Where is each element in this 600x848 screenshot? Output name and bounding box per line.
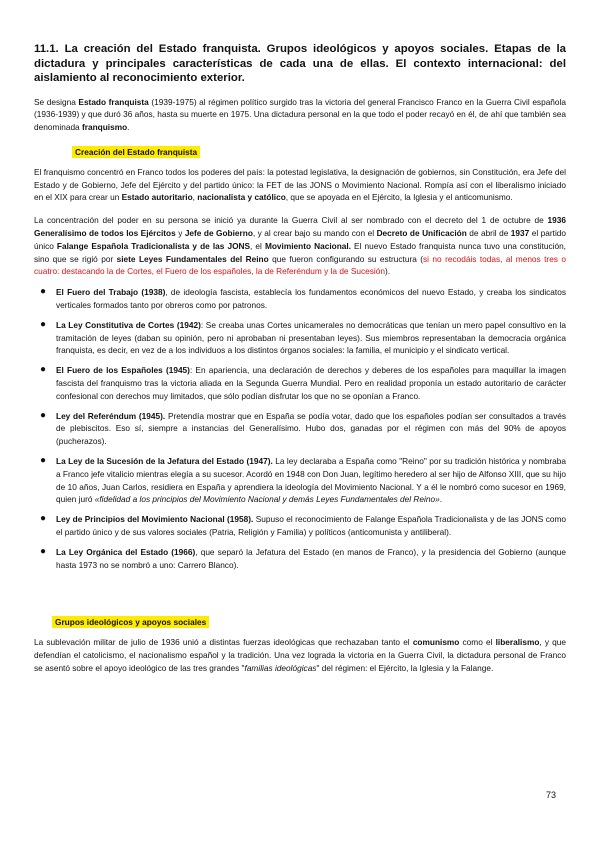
list-item-ley-cortes [34,319,566,357]
law-year: (1947). [246,456,273,467]
text-run: , que se apoyada en el Ejército, la Iglesia y el anticomunismo. [285,192,513,203]
bold-run: Estado franquista [78,96,149,107]
bullet-icon: ● [40,513,47,525]
section-heading-creacion: Creación del Estado franquista [72,146,200,158]
law-text: Supuso el reconocimiento de Falange Española Tradicionalista y de las JONS como el partido único y de sus valores sociales (Patria, Religión y Familia) y políticos (anticomunista y antiliberal). [56,514,567,538]
document-page [34,42,566,675]
paragraph-concentracion [34,214,566,278]
bullet-icon: ● [40,364,47,376]
list-item-fuero-espanoles [34,364,566,402]
bullet-icon: ● [40,455,47,467]
italic-run: familias ideológicas [244,663,317,673]
law-name: Ley de Principios del Movimiento Nacional [56,514,225,525]
law-year: (1958). [227,514,254,525]
law-quote: «fidelidad a los principios del Movimiento Nacional y demás Leyes Fundamentales del Reino» [94,494,440,505]
bullet-icon: ● [40,545,47,557]
bold-run: 1936 Generalísimo de todos los Ejércitos [34,215,566,239]
law-text: , de ideología fascista, establecía los fundamentos económicos del nuevo Estado, y creaba los sindicatos verticales formados tanto por obreros como por patronos. [56,287,566,311]
bold-run: Falange Española Tradicionalista y de las JONS [56,240,251,251]
law-year: (1938) [141,287,166,298]
text-run: El nuevo Estado franquista nunca tuvo una constitución, sino que se rigió por [34,240,566,264]
law-year: (1945). [138,410,166,421]
bold-run: liberalismo [495,637,540,648]
text-run: ). [385,266,391,277]
bullet-icon: ● [40,409,47,421]
text-run: , el [250,240,265,251]
text-run: El franquismo concentró en Franco todos los poderes del país: la potestad legislativa, la designación de gobiernos, sin Constitución, era Jefe del Estado y de Gobierno, Jefe del Ejército y del partido único: la FET de las JONS o Movimiento Nacional. Rompía así con el liberalismo iniciado en el XIX para crear un [34,166,566,203]
bold-run: Jefe de Gobierno [184,228,253,239]
page-number: 73 [545,790,556,800]
law-text: , que separó la Jefatura del Estado (en manos de Franco), y la presidencia del Gobierno (aunque hasta 1973 no se nombró a uno: Carrero Blanco). [56,546,566,570]
bold-run: siete Leyes Fundamentales del Reino [116,253,269,264]
bold-run: Decreto de Unificación [376,228,467,239]
paragraph-sublevacion [34,636,566,674]
laws-list [34,286,566,571]
law-name: El Fuero del Trabajo [56,287,139,298]
law-name: La Ley de la Sucesión de la Jefatura del Estado [56,456,245,467]
list-item-ley-sucesion [34,455,566,506]
law-year: (1966) [171,546,196,557]
law-name: La Ley Constitutiva de Cortes [56,319,175,330]
text-run: de abril de [466,228,511,239]
law-text: Pretendía mostrar que en España se podía votar, dado que los españoles podían ser consultados a través de plebiscitos. Eso sí, siempre a instancias del Generalísimo. Hubo dos, ganadas por el régimen con más del 90% de apoyos (pucherazos). [56,410,566,447]
text-run: " del régimen: el Ejército, la Iglesia y la Falange. [316,663,494,673]
text-run: que fueron configurando su estructura ( [268,253,424,264]
paragraph-poderes [34,166,566,204]
text-run: como el [459,637,496,648]
bold-run: 1937 [510,228,530,239]
law-text: . [439,494,443,505]
list-item-ley-referendum [34,410,566,448]
law-name: La Ley Orgánica del Estado [56,546,169,557]
bold-run: comunismo [412,637,460,648]
text-run: . [127,122,130,133]
law-text: La ley declaraba a España como "Reino" por su tradición histórica y nombraba a Franco jefe vitalicio mientras elegía a su sucesor. Acordó en 1948 con Don Juan, legítimo heredero al ser hijo de Alfonso XIII, que su hijo de 10 años, Juan Carlos, residiera en España y aprendiera la ideología del Movimiento Nacional. Y a él le nombró como sucesor en 1969, quien juró [56,456,566,505]
list-item-ley-organica [34,546,566,572]
text-run: , y que defendían el catolicismo, el nacionalismo español y la tradición. Una vez lograda la victoria en la Guerra Civil, la dictadura personal de Franco se asentó sobre el apoyo ideológico de las tres grandes " [34,637,566,673]
document-title: 11.1. La creación del Estado franquista. Grupos ideológicos y apoyos sociales. Etapas de la dictadura y principales características de cada una de ellas. El contexto internacional: del aislamiento al reconocimiento exterior. [34,43,566,84]
text-run: (1939-1975) al régimen político surgido tras la victoria del general Francisco Franco en la Guerra Civil española (1936-1939) y que duró 36 años, hasta su muerte en 1975. Una dictadura personal en la que todo el poder recayó en él, de ahí que también sea denominada [34,96,566,133]
red-note: si no recodáis todas, al menos tres o cuatro: destacando la de Cortes, el Fuero de los españoles, la de Referéndum y la de Sucesión [34,253,566,277]
section-heading-grupos: Grupos ideológicos y apoyos sociales [52,616,209,628]
text-run: y [175,228,185,239]
text-run: Se designa [34,96,79,107]
bold-run: nacionalista y católico [197,192,286,203]
bullet-icon: ● [40,286,47,298]
text-run: La concentración del poder en su persona se inició ya durante la Guerra Civil al ser nombrado con el decreto del 1 de octubre de [34,215,548,226]
bold-run: franquismo [81,122,128,133]
text-run: La sublevación militar de julio de 1936 unió a distintas fuerzas ideológicas que rechazaban tanto el [34,637,413,648]
law-year: (1942) [176,319,201,330]
law-year: (1945) [165,365,190,376]
intro-paragraph [34,96,566,134]
bold-run: Estado autoritario [121,192,193,203]
law-name: El Fuero de los Españoles [56,365,163,376]
text-run: el partido único [34,228,567,251]
text-run: , y al crear bajo su mando con el [252,228,377,239]
law-name: Ley del Referéndum [56,410,137,421]
bullet-icon: ● [40,318,47,330]
text-run: , [192,192,198,203]
list-item-ley-principios [34,513,566,539]
bold-run: Movimiento Nacional. [264,240,351,251]
law-text: : Se creaba unas Cortes unicamerales no democráticas que tenían un mero papel consultivo en la tramitación de leyes (daban su opinión, pero ni aprobaban ni presentaban leyes). Sus miembros representaban la democracia orgánica franquista, es decir, en vez de a los individuos a los distintos órganos sociales: la familia, el municipio y el sindicato vertical. [56,319,566,356]
list-item-fuero-trabajo [34,286,566,312]
law-text: : En apariencia, una declaración de derechos y deberes de los españoles para maquillar la imagen fascista del franquismo tras la victoria aliada en la Segunda Guerra Mundial. Pero en realidad proponía un estado autoritario de carácter confesional con derechos muy limitados, que sólo podían disfrutar los que no se oponían a Franco. [56,365,566,401]
